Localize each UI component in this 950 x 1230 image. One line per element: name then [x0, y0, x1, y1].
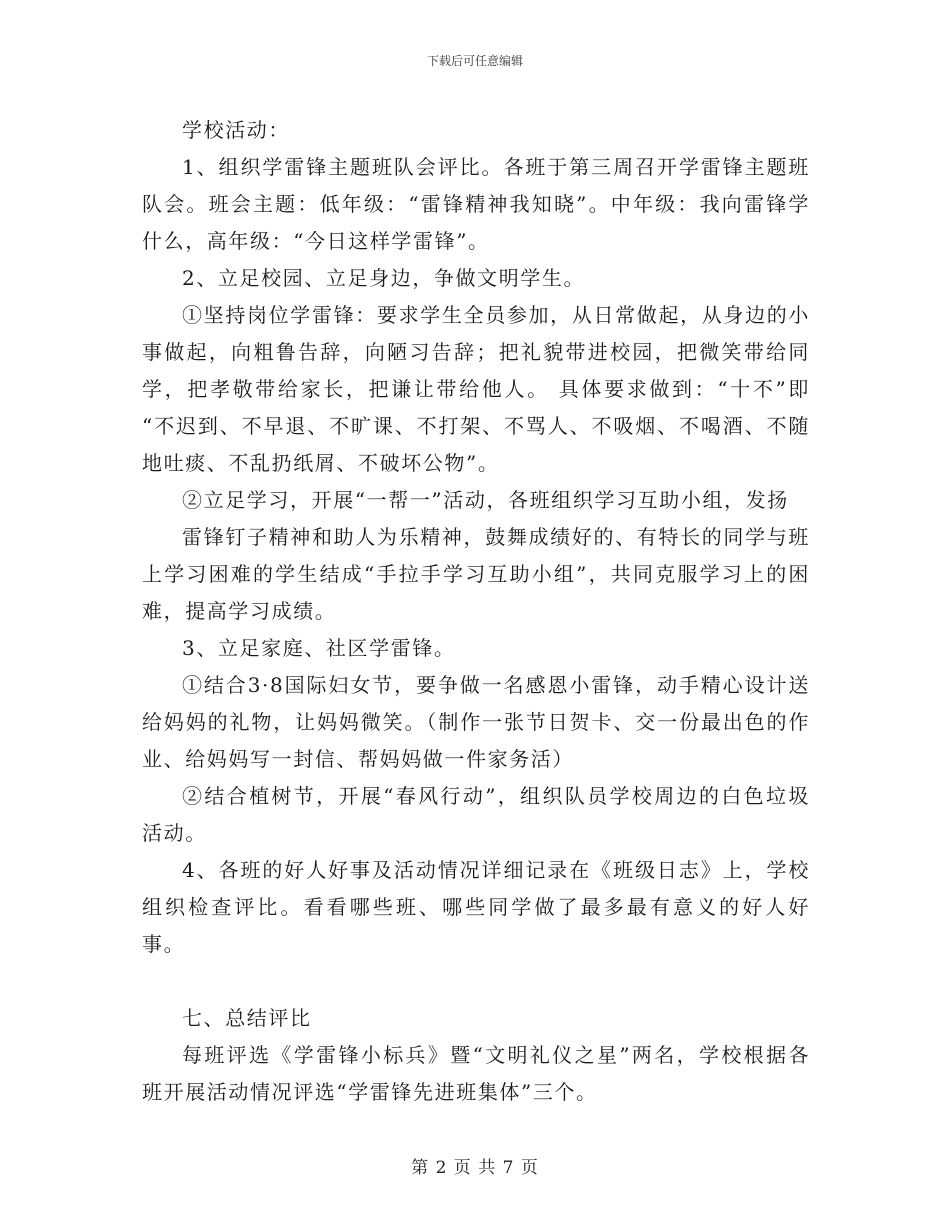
paragraph-item-2: 2、立足校园、立足身边，争做文明学生。: [182, 266, 586, 290]
paragraph-item-3-sub-2: ②结合植树节，开展“春风行动”，组织队员学校周边的白色垃圾活动。: [142, 784, 810, 845]
paragraph-summary: 每班评选《学雷锋小标兵》暨“文明礼仪之星”两名，学校根据各班开展活动情况评选“学雷锋先进班集体”三个。: [142, 1043, 810, 1104]
paragraph-item-2-sub-2: ②立足学习，开展“一帮一”活动，各班组织学习互助小组，发扬: [182, 488, 789, 512]
page-number-footer: 第 2 页 共 7 页: [411, 1158, 539, 1178]
paragraph-item-1: 1、组织学雷锋主题班队会评比。各班于第三周召开学雷锋主题班队会。班会主题：低年级：“雷锋精神我知晓”。中年级：我向雷锋学什么，高年级：“今日这样学雷锋”。: [142, 155, 810, 253]
page-header: 下载后可任意编辑: [426, 54, 523, 68]
paragraph-item-3-sub-1: ①结合3·8国际妇女节，要争做一名感恩小雷锋，动手精心设计送给妈妈的礼物，让妈妈微笑。（制作一张节日贺卡、交一份最出色的作业、给妈妈写一封信、帮妈妈做一件家务活）: [142, 673, 810, 771]
paragraph-item-3: 3、立足家庭、社区学雷锋。: [182, 636, 456, 660]
document-body: [142, 112, 810, 1111]
paragraph-item-2-sub-2-continued: 雷锋钉子精神和助人为乐精神，鼓舞成绩好的、有特长的同学与班上学习困难的学生结成“手拉手学习互助小组”，共同克服学习上的困难，提高学习成绩。: [142, 525, 810, 623]
paragraph-item-2-sub-1: ①坚持岗位学雷锋：要求学生全员参加，从日常做起，从身边的小事做起，向粗鲁告辞，向陋习告辞；把礼貌带进校园，把微笑带给同学，把孝敬带给家长，把谦让带给他人。 具体要求做到：“十不”即 “不迟到、不早退、不旷课、不打架、不骂人、不吸烟、不喝酒、不随地吐痰、不乱扔纸屑、不破坏公物”。: [142, 303, 810, 475]
section-heading-school-activities: 学校活动：: [182, 118, 290, 142]
paragraph-item-4: 4、各班的好人好事及活动情况详细记录在《班级日志》上，学校组织检查评比。看看哪些班、哪些同学做了最多最有意义的好人好事。: [142, 858, 810, 956]
paragraph-gap: [142, 963, 810, 1000]
section-heading-summary: 七、总结评比: [182, 1006, 312, 1030]
